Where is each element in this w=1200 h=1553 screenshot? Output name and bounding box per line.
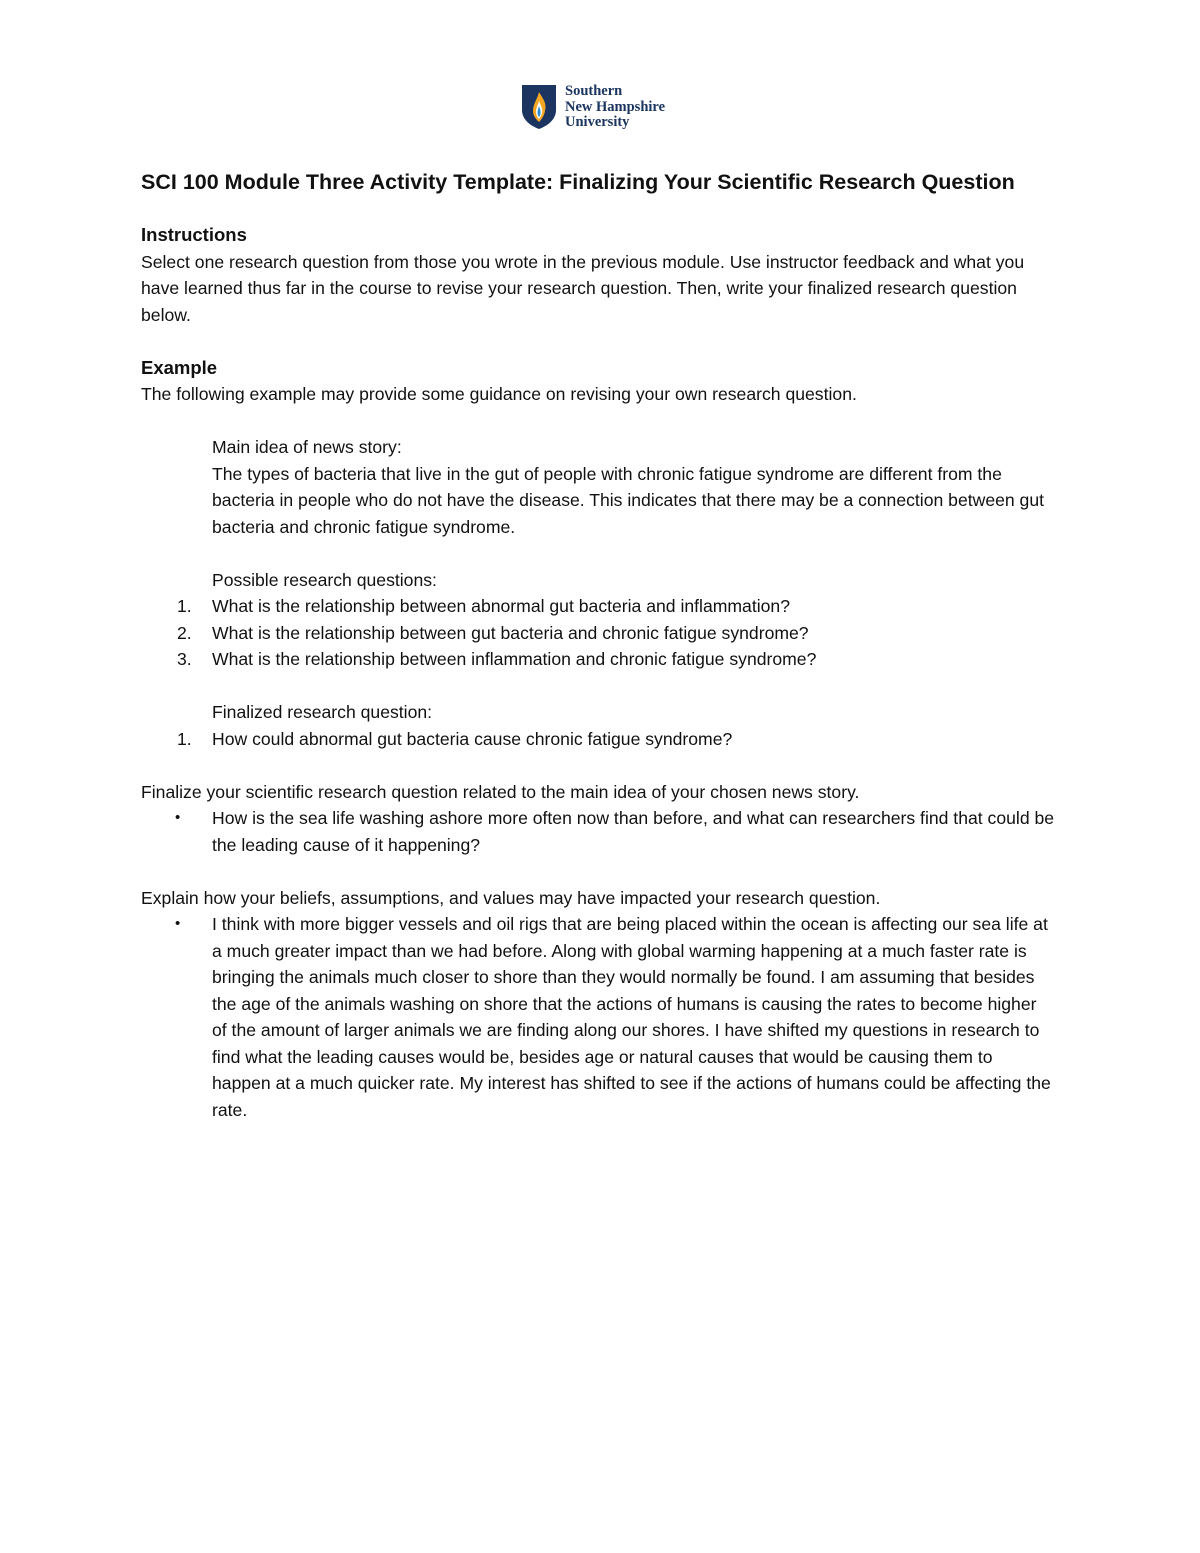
shield-flame-icon xyxy=(521,84,557,130)
example-heading: Example xyxy=(141,356,218,378)
bullet-icon: • xyxy=(175,809,181,826)
explain-prompt: Explain how your beliefs, assumptions, and values may have impacted your research question. xyxy=(141,887,881,908)
logo-wordmark xyxy=(565,84,665,131)
instructions-heading: Instructions xyxy=(141,224,247,245)
finalized-question-label: Finalized research question: xyxy=(212,702,433,722)
instructions-text: Select one research question from those you wrote in the previous module. Use instructor feedback and what you have learned thus far in the course to revise your research question. Then, write your finalized research question below. xyxy=(141,251,1025,325)
finalize-prompt: Finalize your scientific research question related to the main idea of your chosen news story. xyxy=(141,781,860,802)
list-item: 3. What is the relationship between inflammation and chronic fatigue syndrome? xyxy=(177,649,817,669)
list-item: • I think with more bigger vessels and oil rigs that are being placed within the ocean is affecting our sea life at a much greater impact than we had before. Along with global warming happening at a much faster rate is bringing the animals much closer to shore than they would normally be found. I am assuming that besides the age of the animals washing on shore that the actions of humans is causing the rates to become higher of the amount of larger animals we are finding along our shores. I have shifted my questions in research to find what the leading causes would be, besides age or natural causes that would be causing them to happen at a much quicker rate. My interest has shifted to see if the actions of humans could be affecting the rate. xyxy=(141,911,1056,1123)
finalized-questions-list xyxy=(141,726,1056,753)
possible-questions-list xyxy=(141,593,1056,673)
document-title: SCI 100 Module Three Activity Template: Finalizing Your Scientific Research Question xyxy=(141,170,1015,194)
bullet-icon: • xyxy=(175,915,181,932)
university-logo xyxy=(521,84,741,134)
main-idea-text: The types of bacteria that live in the gut of people with chronic fatigue syndrome are different from the bacteria in people who do not have the disease. This indicates that there may be a connection between gut bacteria and chronic fatigue syndrome. xyxy=(212,463,1045,537)
list-item: 2. What is the relationship between gut bacteria and chronic fatigue syndrome? xyxy=(177,622,809,643)
logo-line-2: New Hampshire xyxy=(565,98,666,115)
explain-answers-list xyxy=(141,911,1056,1123)
logo-line-3: University xyxy=(565,114,630,130)
main-idea-label: Main idea of news story: xyxy=(212,437,402,457)
list-item: 1. How could abnormal gut bacteria cause chronic fatigue syndrome? xyxy=(177,728,733,749)
finalize-answers-list xyxy=(141,805,1056,858)
document-body xyxy=(141,168,1056,1123)
list-item: • How is the sea life washing ashore more often now than before, and what can researchers find that could be the leading cause of it happening? xyxy=(141,805,1056,858)
example-block xyxy=(212,434,1056,593)
example-intro: The following example may provide some guidance on revising your own research question. xyxy=(141,384,857,404)
logo-line-1: Southern xyxy=(565,83,623,99)
list-item: 1. What is the relationship between abnormal gut bacteria and inflammation? xyxy=(177,596,790,616)
possible-questions-label: Possible research questions: xyxy=(212,569,437,590)
